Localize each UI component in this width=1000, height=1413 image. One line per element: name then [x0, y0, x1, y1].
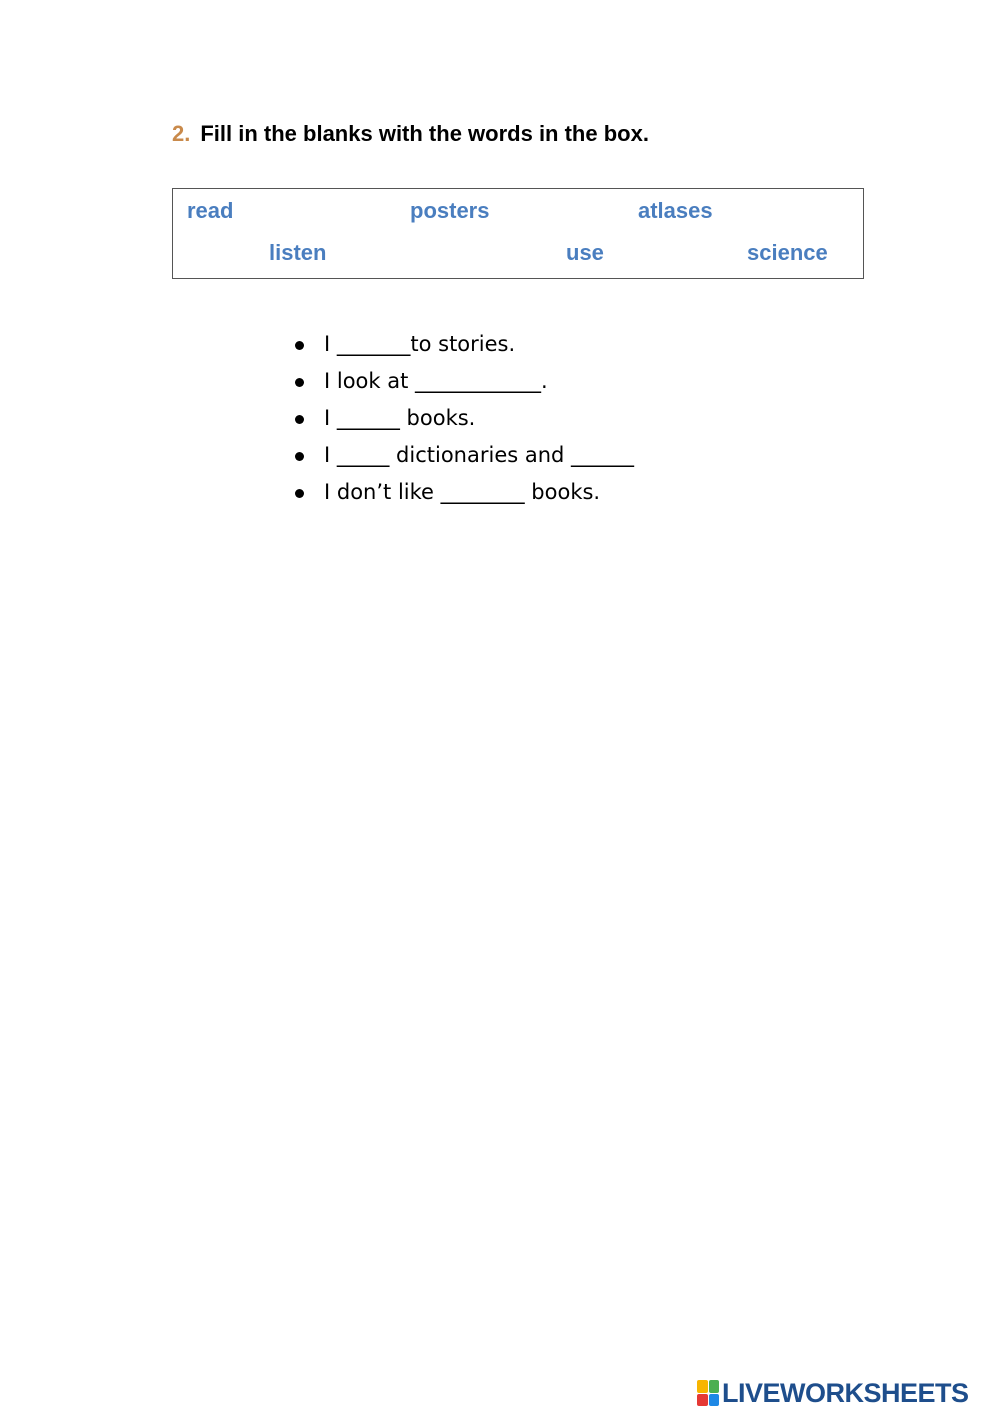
- sentence-item: [290, 363, 634, 400]
- logo-text: LIVEWORKSHEETS: [722, 1378, 969, 1408]
- liveworksheets-logo-icon: [697, 1380, 719, 1406]
- sentence-text: I don’t like ________ books.: [324, 480, 601, 504]
- sentence-text: I ______ books.: [324, 406, 476, 430]
- word-posters: posters: [410, 198, 490, 223]
- word-listen: listen: [269, 240, 327, 265]
- bullet-icon: [295, 378, 304, 387]
- bullet-icon: [295, 452, 304, 461]
- word-read: read: [187, 198, 234, 223]
- sentence-item: [290, 437, 634, 474]
- bullet-icon: [295, 341, 304, 350]
- liveworksheets-logo[interactable]: [697, 1378, 969, 1408]
- sentence-list: [290, 326, 634, 511]
- sentence-item: [290, 474, 634, 511]
- sentence-item: [290, 400, 634, 437]
- exercise-heading: [172, 120, 649, 148]
- exercise-instruction: Fill in the blanks with the words in the box.: [200, 121, 649, 146]
- word-science: science: [747, 240, 828, 265]
- exercise-number: 2.: [172, 121, 191, 146]
- word-box: [172, 188, 864, 279]
- sentence-item: [290, 326, 634, 363]
- bullet-icon: [295, 415, 304, 424]
- sentence-text: I _______to stories.: [324, 332, 516, 356]
- sentence-text: I _____ dictionaries and ______: [324, 443, 635, 467]
- word-use: use: [566, 240, 604, 265]
- word-atlases: atlases: [638, 198, 713, 223]
- bullet-icon: [295, 489, 304, 498]
- sentence-text: I look at ____________.: [324, 369, 548, 393]
